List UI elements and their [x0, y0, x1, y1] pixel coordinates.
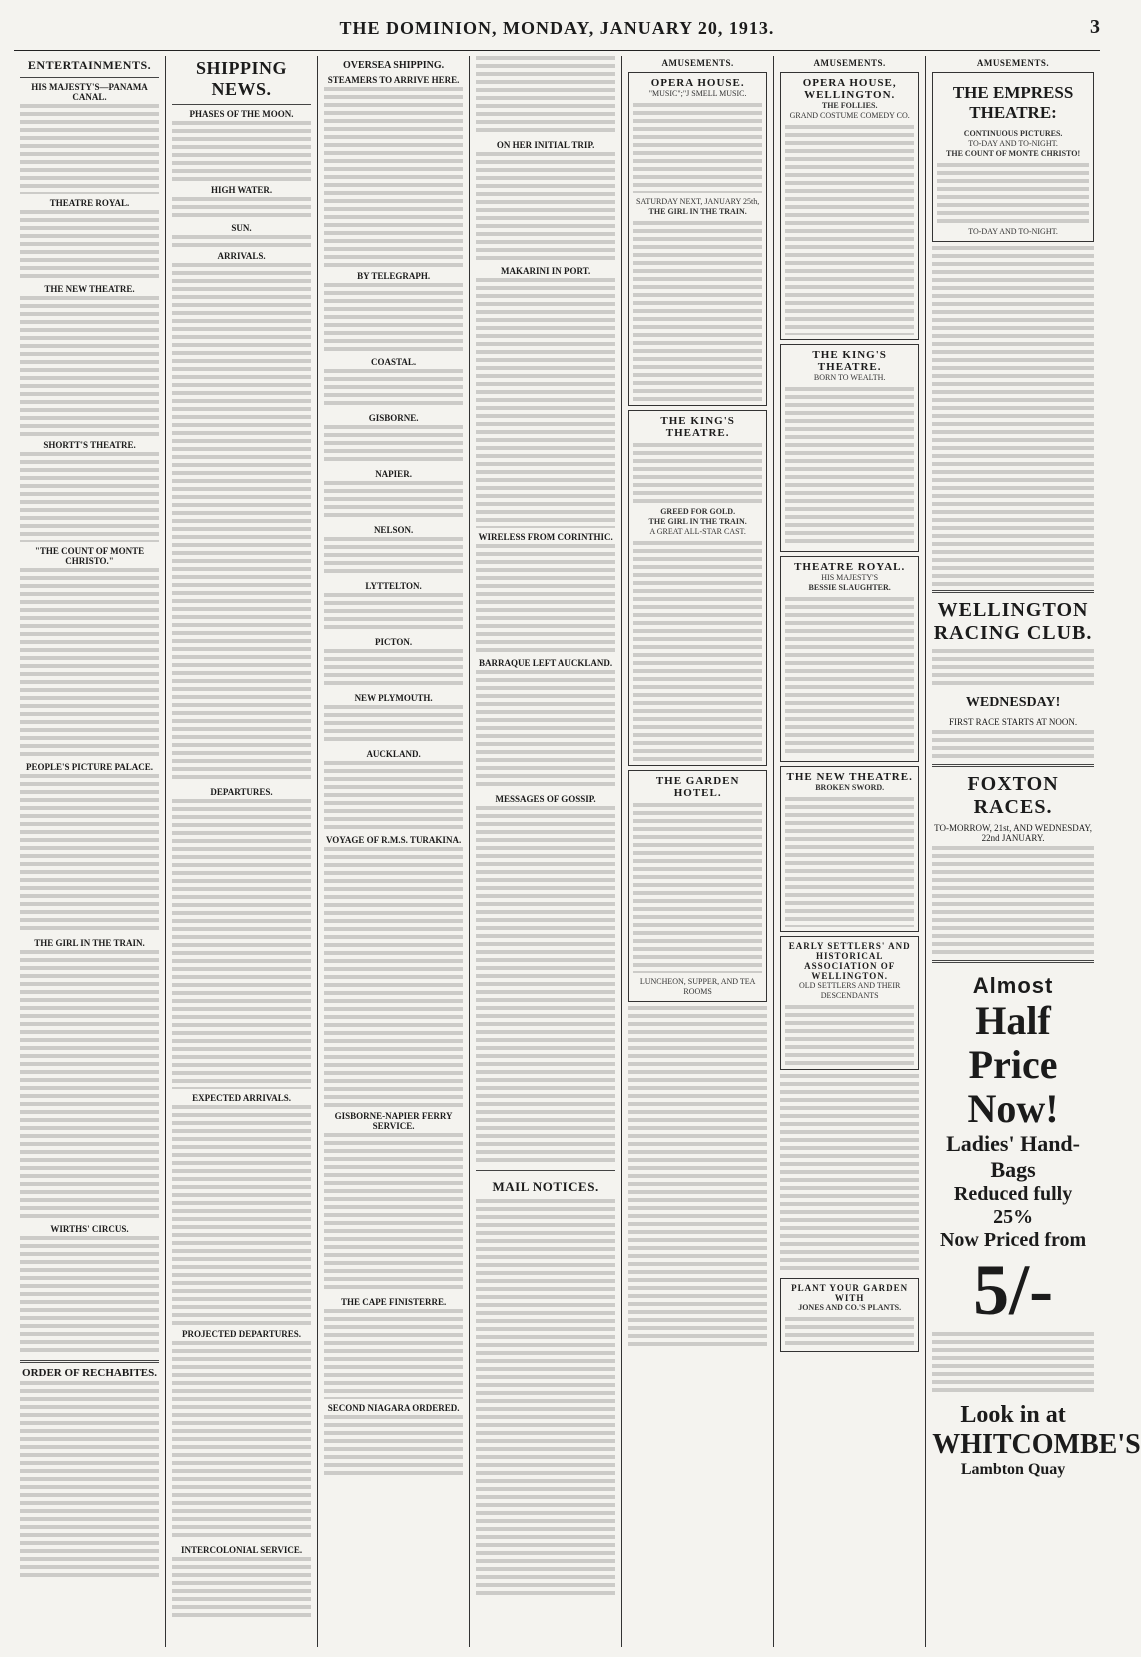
article-body: [324, 761, 463, 831]
steamers-column: [318, 56, 470, 1647]
masthead: [14, 10, 1100, 51]
advert-line: "MUSIC";"J SMELL MUSIC.: [648, 89, 747, 98]
article-title: ORDER OF RECHABITES.: [22, 1367, 157, 1379]
advert-body: [633, 221, 762, 401]
article-body: [324, 847, 463, 1107]
article-body: [324, 283, 463, 353]
article-body: [324, 649, 463, 689]
article-title: HIGH WATER.: [210, 185, 273, 195]
article-body: [20, 774, 159, 934]
promo-line: Now Priced from: [939, 1229, 1087, 1251]
article-title: PEOPLE'S PICTURE PALACE.: [25, 762, 154, 772]
article-body: [324, 1415, 463, 1475]
advert-line: THE GIRL IN THE TRAIN.: [648, 207, 747, 216]
advert-line: BORN TO WEALTH.: [813, 373, 886, 382]
amusements-head: AMUSEMENTS.: [661, 58, 734, 68]
article-title: PROJECTED DEPARTURES.: [182, 1329, 302, 1339]
advert-line: GREED FOR GOLD.: [660, 507, 736, 516]
advert-line: THE COUNT OF MONTE CHRISTO!: [946, 149, 1081, 158]
columns: [14, 56, 1141, 1647]
advert-title: OPERA HOUSE.: [650, 77, 745, 89]
advert-body: [633, 803, 762, 973]
amusements-head: AMUSEMENTS.: [813, 58, 886, 68]
advert-title: OPERA HOUSE, WELLINGTON.: [802, 77, 897, 101]
article-body: [172, 197, 311, 219]
amusements-left-column: [622, 56, 774, 1647]
article-body: [476, 544, 615, 654]
amusements-head: AMUSEMENTS.: [976, 58, 1050, 68]
article-title: PICTON.: [375, 637, 413, 647]
promo-line: 5/-: [973, 1250, 1054, 1330]
article-body: [476, 806, 615, 1166]
advert-body: [932, 1332, 1094, 1392]
advert-line: THE GIRL IN THE TRAIN.: [648, 517, 747, 526]
article-title: PHASES OF THE MOON.: [189, 109, 294, 119]
article-title: THE GIRL IN THE TRAIN.: [34, 938, 145, 948]
article-body: [172, 235, 311, 247]
racing-day: WEDNESDAY!: [965, 695, 1061, 710]
advert-title: EARLY SETTLERS' AND HISTORICAL ASSOCIATION OF WELLINGTON.: [788, 941, 911, 981]
article-body: [324, 1133, 463, 1293]
advert: [780, 344, 919, 552]
promo-line: Half Price Now!: [967, 998, 1059, 1131]
shipping-head: SHIPPING NEWS.: [196, 58, 288, 99]
article-title: INTERCOLONIAL SERVICE.: [180, 1545, 303, 1555]
advert-line: A GREAT ALL-STAR CAST.: [649, 527, 746, 536]
article-title: DEPARTURES.: [210, 787, 273, 797]
article-body: [324, 593, 463, 633]
article-body: [324, 705, 463, 745]
advert-body: [785, 1317, 914, 1347]
article-title: SUN.: [231, 223, 252, 233]
article-title: LYTTELTON.: [365, 581, 422, 591]
advert: [780, 936, 919, 1070]
page-number: 3: [1090, 16, 1100, 38]
advert: [628, 410, 767, 766]
article-body: [628, 1006, 767, 1346]
article-title: "THE COUNT OF MONTE CHRISTO.": [34, 546, 145, 566]
article-title: BARRAQUE LEFT AUCKLAND.: [479, 658, 613, 668]
advert-line: HIS MAJESTY'S: [821, 573, 879, 582]
promo: [932, 973, 1141, 1479]
promo-line: Almost: [972, 973, 1054, 998]
advert-body: [785, 597, 914, 757]
rule: [172, 104, 311, 105]
advert-title: THE KING'S THEATRE.: [660, 415, 735, 439]
article-title: THEATRE ROYAL.: [49, 198, 130, 208]
rule: [932, 960, 1094, 963]
article-title: THE NEW THEATRE.: [44, 284, 135, 294]
advert-line: CONTINUOUS PICTURES.: [963, 129, 1063, 138]
advert-line: BESSIE SLAUGHTER.: [808, 583, 891, 592]
shipping-column: [166, 56, 318, 1647]
rule: [932, 590, 1094, 593]
advert-body: [937, 163, 1089, 223]
article-title: GISBORNE.: [368, 413, 419, 423]
entertainments-head: ENTERTAINMENTS.: [27, 58, 152, 72]
advert-line: TO-DAY AND TO-NIGHT.: [968, 227, 1058, 236]
article-title: ON HER INITIAL TRIP.: [496, 140, 595, 150]
advert-body: [785, 387, 914, 547]
foxton-line: TO-MORROW, 21st, AND WEDNESDAY, 22nd JANUARY.: [934, 823, 1092, 843]
rule: [20, 1360, 159, 1363]
promo-line: Ladies' Hand-Bags: [946, 1131, 1080, 1182]
article-title: COASTAL.: [371, 357, 417, 367]
advert: [780, 766, 919, 932]
advert-body: [633, 103, 762, 193]
advert-title: PLANT YOUR GARDEN WITH: [791, 1283, 909, 1303]
advert-line: LUNCHEON, SUPPER, AND TEA ROOMS: [639, 977, 756, 996]
article-body: [324, 87, 463, 267]
advert: [780, 556, 919, 762]
promo-line: Reduced fully 25%: [953, 1183, 1073, 1228]
article-title: STEAMERS TO ARRIVE HERE.: [327, 75, 460, 85]
advert-body: [633, 541, 762, 761]
advert-title: THE EMPRESS THEATRE:: [952, 83, 1074, 122]
article-body: [20, 568, 159, 758]
racing-line: FIRST RACE STARTS AT NOON.: [948, 717, 1078, 727]
advert-title: THE GARDEN HOTEL.: [655, 775, 740, 799]
page-title: THE DOMINION, MONDAY, JANUARY 20, 1913.: [339, 18, 775, 38]
advert-title: THE NEW THEATRE.: [786, 771, 913, 783]
foxton-title: FOXTON RACES.: [967, 773, 1059, 818]
news-column: [470, 56, 622, 1647]
article-title: EXPECTED ARRIVALS.: [192, 1093, 291, 1103]
article-body: [324, 481, 463, 521]
article-title: NELSON.: [373, 525, 414, 535]
advert-body: [633, 443, 762, 503]
rule: [20, 77, 159, 78]
amusements-mid-column: [774, 56, 926, 1647]
article-title: WIRELESS FROM CORINTHIC.: [478, 532, 613, 542]
article-body: [780, 1074, 919, 1274]
advert: [932, 72, 1094, 242]
article-body: [20, 210, 159, 280]
advert-line: JONES AND CO.'S PLANTS.: [798, 1303, 902, 1312]
advert-line: THE FOLLIES.: [821, 101, 878, 110]
article-body: [172, 1341, 311, 1541]
article-body: [324, 425, 463, 465]
advert-body: [785, 125, 914, 335]
article-body: [932, 246, 1094, 586]
article-title: VOYAGE OF R.M.S. TURAKINA.: [325, 835, 462, 845]
article-title: WIRTHS' CIRCUS.: [50, 1224, 129, 1234]
promo-line: Look in at: [960, 1402, 1066, 1428]
article-title: SHORTT'S THEATRE.: [43, 440, 136, 450]
advert: [780, 72, 919, 340]
article-body: [20, 452, 159, 542]
article-title: GISBORNE-NAPIER FERRY SERVICE.: [334, 1111, 453, 1131]
racing-club-title: WELLINGTON RACING CLUB.: [933, 599, 1093, 644]
article-title: NEW PLYMOUTH.: [354, 693, 433, 703]
advert-line: BROKEN SWORD.: [815, 783, 885, 792]
article-body: [932, 649, 1094, 689]
article-body: [172, 799, 311, 1089]
article-title: HIS MAJESTY'S—PANAMA CANAL.: [31, 82, 148, 102]
article-body: [172, 263, 311, 783]
article-body: [476, 278, 615, 528]
article-body: [172, 1557, 311, 1617]
article-body: [172, 121, 311, 181]
advert-title: THE KING'S THEATRE.: [812, 349, 887, 373]
article-body: [20, 104, 159, 194]
article-body: [932, 730, 1094, 760]
advert-line: OLD SETTLERS AND THEIR DESCENDANTS: [798, 981, 901, 1000]
article-body: [324, 537, 463, 577]
amusements-right-column: [926, 56, 1141, 1647]
advert-title: THEATRE ROYAL.: [794, 561, 906, 573]
article-title: SECOND NIAGARA ORDERED.: [327, 1403, 460, 1413]
mail-notices-head: MAIL NOTICES.: [492, 1179, 599, 1194]
article-title: OVERSEA SHIPPING.: [343, 60, 445, 71]
article-title: MESSAGES OF GOSSIP.: [495, 794, 596, 804]
article-body: [172, 1105, 311, 1325]
article-body: [20, 1236, 159, 1356]
article-title: MAKARINI IN PORT.: [500, 266, 591, 276]
entertainments-column: [14, 56, 166, 1647]
advert: [628, 770, 767, 1002]
advert-line: GRAND COSTUME COMEDY CO.: [789, 111, 910, 120]
article-body: [476, 670, 615, 790]
article-title: NAPIER.: [375, 469, 412, 479]
article-body: [20, 296, 159, 436]
rule: [476, 1170, 615, 1171]
advert-line: TO-DAY AND TO-NIGHT.: [968, 139, 1058, 148]
promo-line: Lambton Quay: [960, 1461, 1066, 1478]
article-title: ARRIVALS.: [217, 251, 266, 261]
article-body: [20, 950, 159, 1220]
advert-body: [785, 1005, 914, 1065]
article-body: [324, 369, 463, 409]
advert: [780, 1278, 919, 1352]
rule: [932, 764, 1094, 767]
article-body: [476, 56, 615, 136]
article-body: [324, 1309, 463, 1399]
advert-body: [785, 797, 914, 927]
article-title: THE CAPE FINISTERRE.: [340, 1297, 447, 1307]
article-body: [932, 846, 1094, 956]
advert: [628, 72, 767, 406]
article-body: [476, 1199, 615, 1599]
article-body: [20, 1381, 159, 1581]
article-title: AUCKLAND.: [366, 749, 421, 759]
advert-line: SATURDAY NEXT, JANUARY 25th,: [636, 197, 760, 206]
promo-line: WHITCOMBE'S: [932, 1429, 1141, 1460]
article-title: BY TELEGRAPH.: [357, 271, 431, 281]
article-body: [476, 152, 615, 262]
